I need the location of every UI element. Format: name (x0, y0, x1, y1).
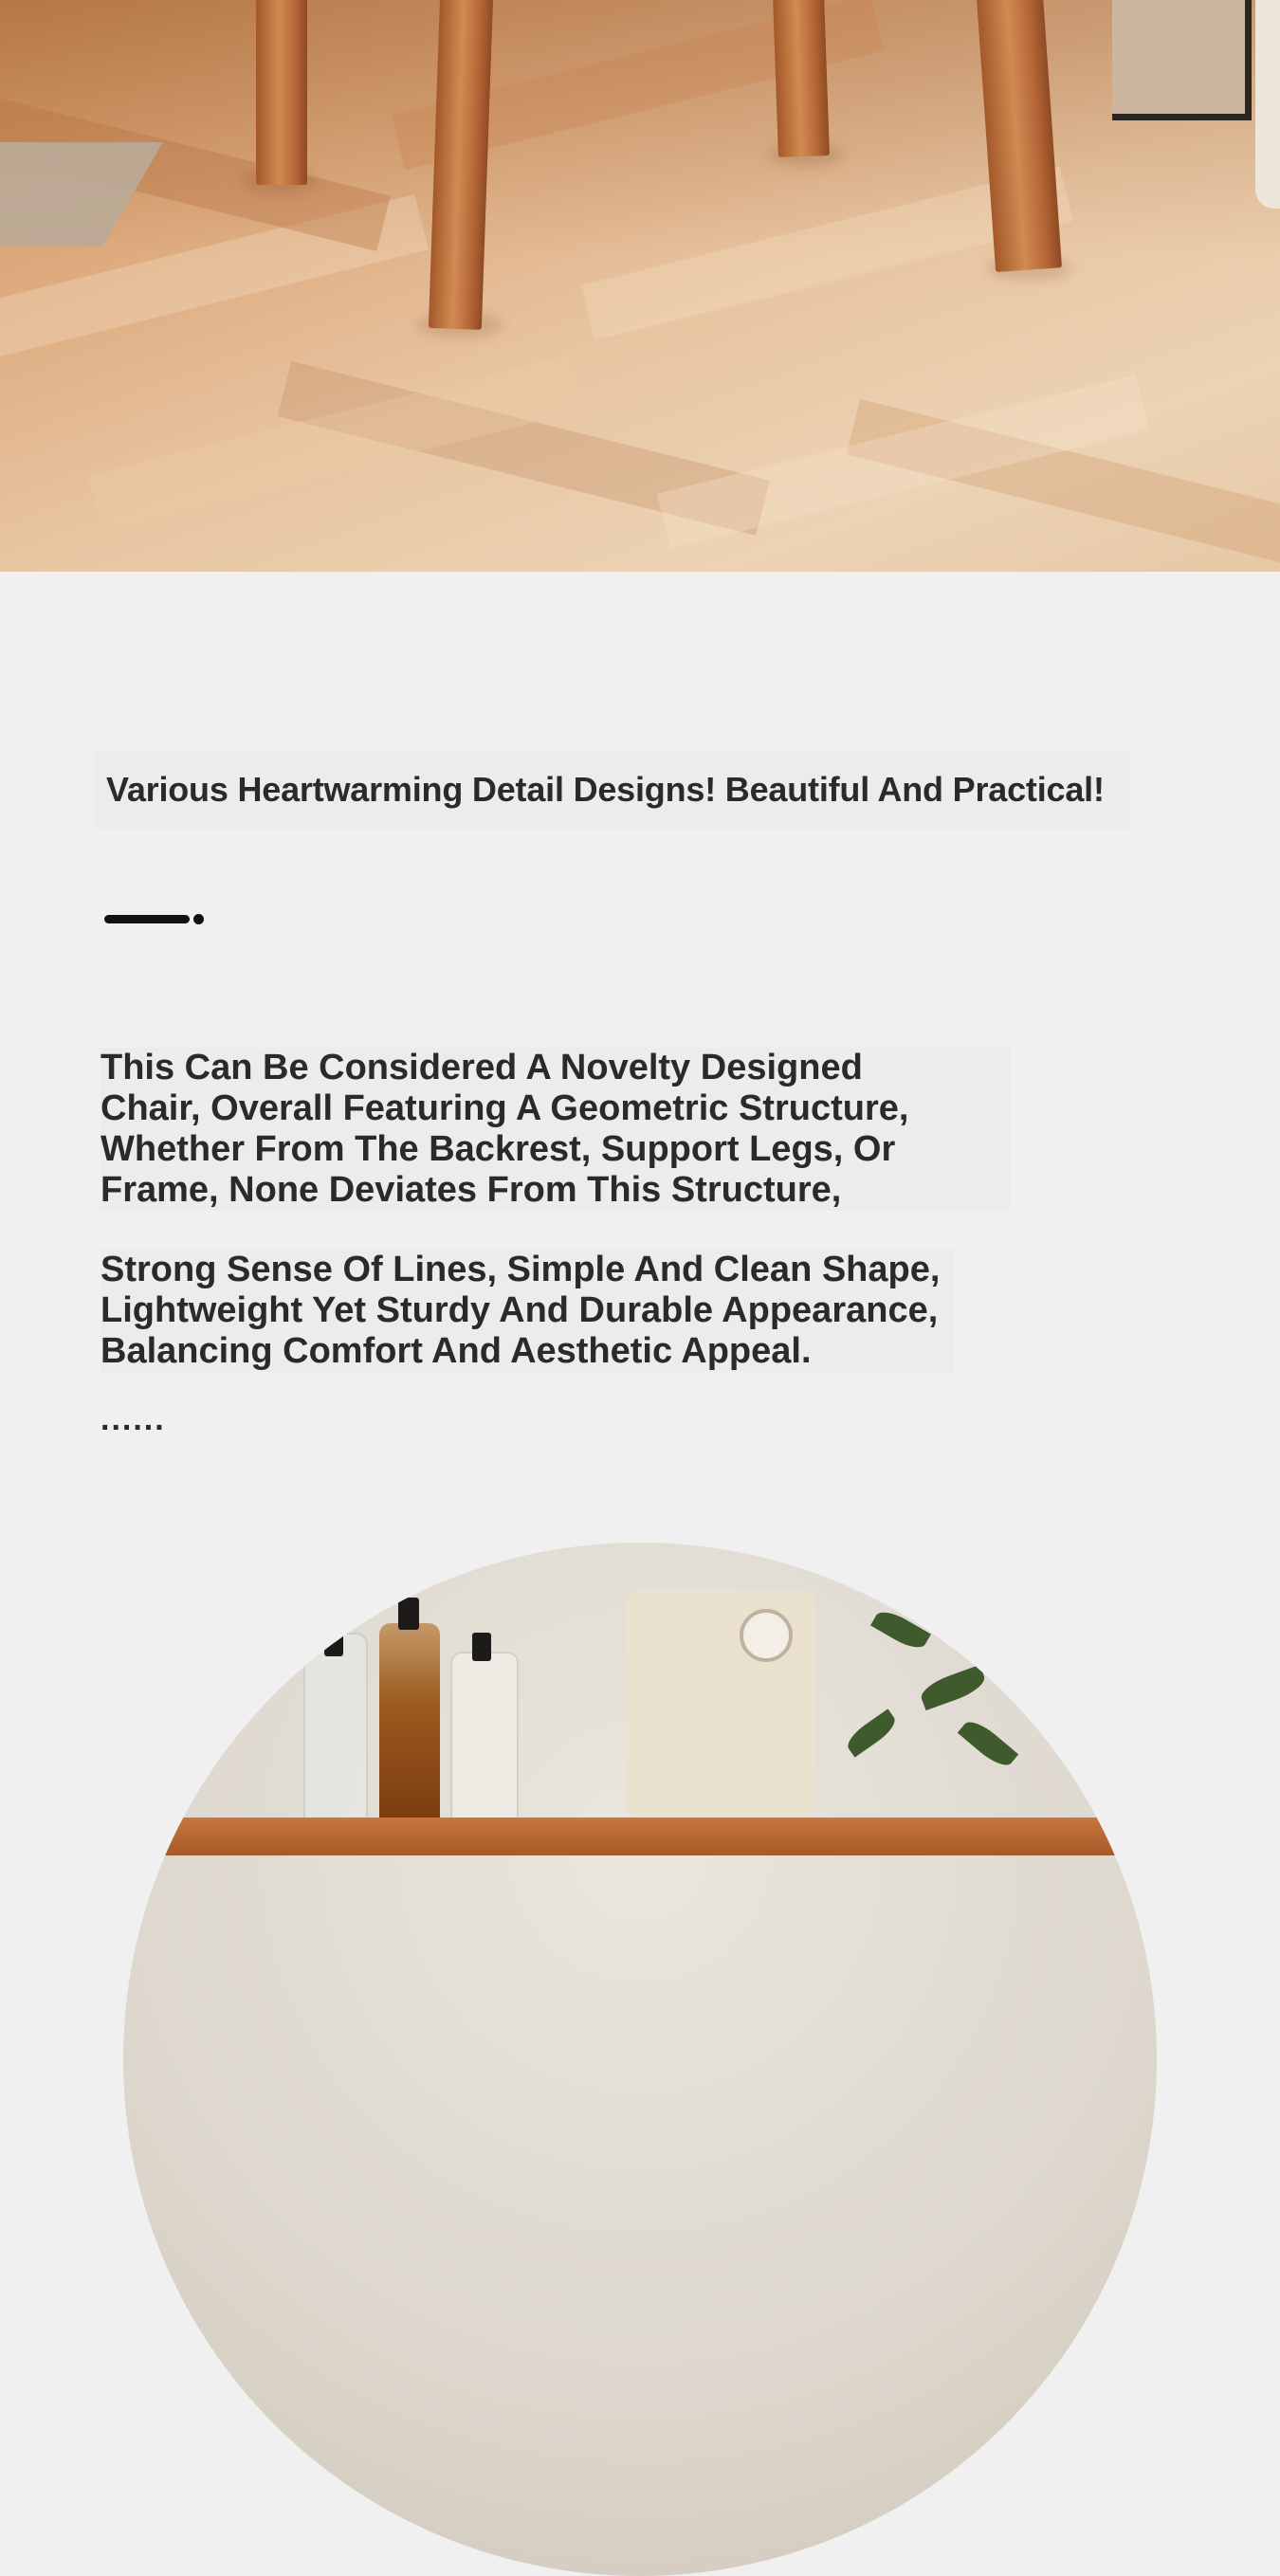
chair-leg (773, 0, 830, 157)
circular-cabinet-photo (123, 1543, 1157, 2576)
description-paragraph-1 (101, 1048, 1011, 1211)
bottle (379, 1623, 440, 1822)
paragraph-line: Lightweight Yet Sturdy And Durable Appearance, (101, 1290, 939, 1330)
paragraph-line: Chair, Overall Featuring A Geometric Structure, (101, 1088, 909, 1128)
bottle-cap (472, 1633, 491, 1661)
paragraph-line: Whether From The Backrest, Support Legs, Or (101, 1129, 896, 1169)
divider-bar (104, 915, 190, 923)
paragraph-line: Balancing Comfort And Aesthetic Appeal. (101, 1331, 812, 1371)
chair-leg (429, 0, 493, 330)
vase (1255, 0, 1280, 209)
paragraph-line: This Can Be Considered A Novelty Designed (101, 1048, 863, 1087)
bottle (450, 1652, 519, 1826)
rug-corner (0, 142, 163, 247)
plant-leaf (918, 1665, 989, 1710)
paragraph-line: Frame, None Deviates From This Structure, (101, 1170, 842, 1210)
plant-leaf (843, 1708, 900, 1757)
plant-leaf (995, 1652, 1054, 1682)
ellipsis-text: ...... (101, 1401, 166, 1437)
section-headline: Various Heartwarming Detail Designs! Beautiful And Practical! (95, 751, 1130, 829)
plant-leaf (958, 1715, 1018, 1772)
bottle-cap (324, 1628, 343, 1656)
plant-leaf (870, 1606, 931, 1654)
wooden-cabinet-top (123, 1818, 1157, 1855)
headline-divider (104, 914, 209, 925)
picture-frame-corner (1112, 0, 1252, 120)
description-paragraph-2 (101, 1250, 954, 1372)
coffee-machine-dial (740, 1609, 793, 1662)
bottle-cap (398, 1598, 419, 1630)
bottle (303, 1633, 368, 1826)
hero-floor-photo (0, 0, 1280, 572)
divider-dot (193, 914, 204, 924)
chair-leg (256, 0, 307, 185)
paragraph-line: Strong Sense Of Lines, Simple And Clean Shape, (101, 1250, 941, 1289)
